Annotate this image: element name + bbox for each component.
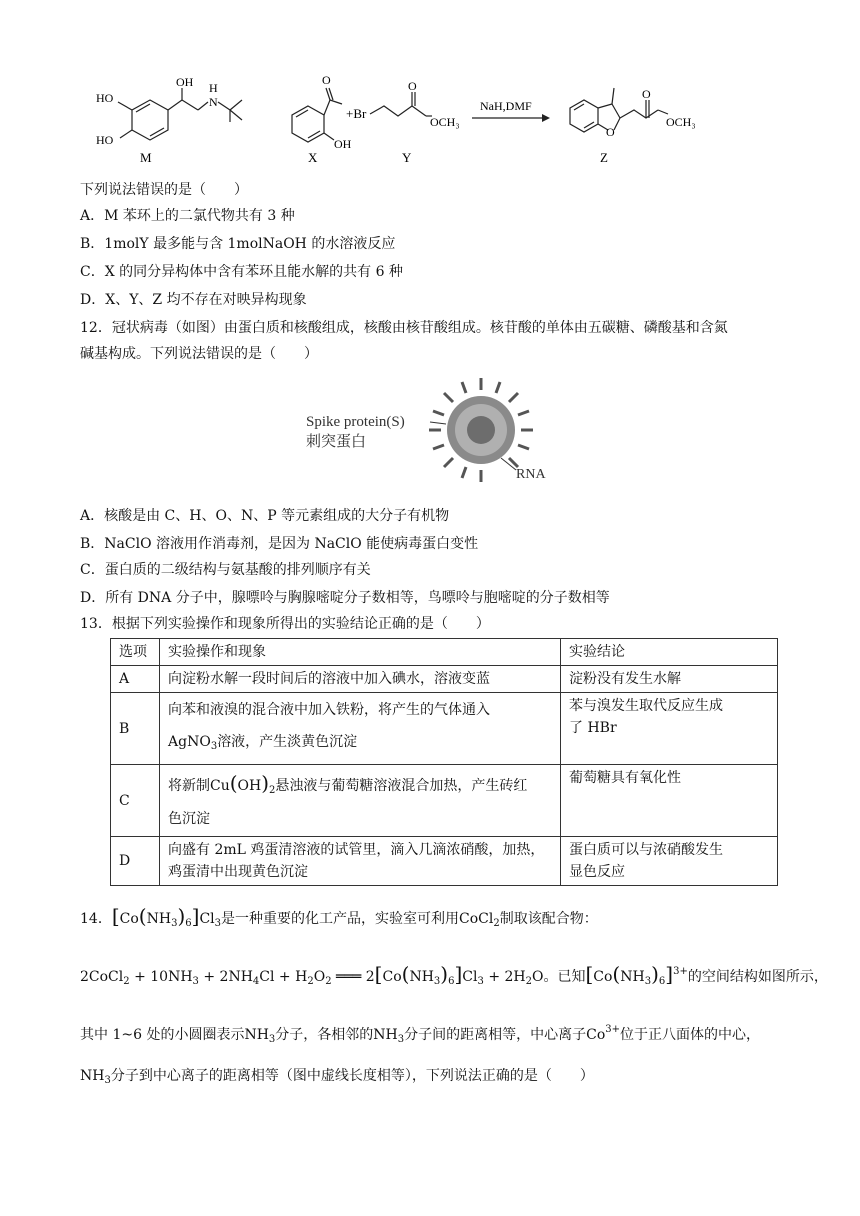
- q11-option-d: D．X、Y、Z 均不存在对映异构现象: [80, 292, 307, 308]
- label-y: Y: [402, 150, 412, 165]
- table-row: [111, 693, 778, 765]
- row-a-operation: 向淀粉水解一段时间后的溶液中加入碘水，溶液变蓝: [160, 666, 561, 693]
- molecule-m: [118, 88, 242, 140]
- q12-option-a: A．核酸是由 C、H、O、N、P 等元素组成的大分子有机物: [80, 508, 450, 524]
- q11-option-a: A．M 苯环上的二氯代物共有 3 种: [80, 208, 295, 224]
- row-c-operation: [160, 765, 561, 837]
- table-row: [111, 666, 778, 693]
- experiment-table: [110, 638, 778, 886]
- row-d-option: D: [111, 837, 160, 886]
- row-b-operation: [160, 693, 561, 765]
- reaction-figure: [80, 70, 720, 170]
- row-c-option: C: [111, 765, 160, 837]
- molecule-x: [292, 88, 342, 142]
- table-row: [111, 765, 778, 837]
- label-z: Z: [600, 150, 608, 165]
- q11-option-b: B．1molY 最多能与含 1molNaOH 的水溶液反应: [80, 236, 396, 252]
- m-oh: OH: [176, 75, 194, 89]
- row-d-operation: 向盛有 2mL 鸡蛋清溶液的试管里，滴入几滴浓硝酸，加热， 鸡蛋清中出现黄色沉淀: [160, 837, 561, 886]
- header-conclusion: 实验结论: [561, 639, 778, 666]
- row-c-conclusion: 葡萄糖具有氧化性: [561, 765, 778, 837]
- row-c-op-line2: 色沉淀: [168, 810, 210, 827]
- row-b-op-line2: AgNO$_3$溶液，产生淡黄色沉淀: [168, 734, 358, 752]
- header-operation: 实验操作和现象: [160, 639, 561, 666]
- q12-option-b: B．NaClO 溶液用作消毒剂，是因为 NaClO 能使病毒蛋白变性: [80, 536, 479, 552]
- q12-stem-line2: 碱基构成。下列说法错误的是（ ）: [80, 346, 318, 362]
- m-ho2: HO: [96, 133, 114, 147]
- x-o: O: [322, 73, 331, 87]
- virus-figure: [296, 374, 566, 484]
- q12-option-c: C．蛋白质的二级结构与氨基酸的排列顺序有关: [80, 562, 371, 578]
- q11-option-c: C．X 的同分异构体中含有苯环且能水解的共有 6 种: [80, 264, 403, 280]
- m-ho1: HO: [96, 91, 114, 105]
- header-option: 选项: [111, 639, 160, 666]
- molecule-y: [370, 92, 432, 116]
- z-oring: O: [606, 125, 615, 139]
- row-b-conclusion: 苯与溴发生取代反应生成 了 HBr: [561, 693, 778, 765]
- q14-line1: 14．$[Co(NH_3)_6]Cl_3$是一种重要的化工产品，实验室可利用CoCl$_2$制取该配合物：: [80, 904, 598, 929]
- table-row: [111, 837, 778, 886]
- y-plusbr: +Br: [346, 106, 367, 121]
- row-d-conclusion: 蛋白质可以与浓硝酸发生 显色反应: [561, 837, 778, 886]
- z-o: O: [642, 87, 651, 101]
- q14-line4: $NH_3$分子到中心离子的距离相等（图中虚线长度相等），下列说法正确的是（ ）: [80, 1068, 594, 1086]
- y-o: O: [408, 79, 417, 93]
- molecule-z: [570, 88, 668, 132]
- row-b-option: B: [111, 693, 160, 765]
- row-a-conclusion: 淀粉没有发生水解: [561, 666, 778, 693]
- row-b-op-line1: 向苯和液溴的混合液中加入铁粉，将产生的气体通入: [168, 702, 490, 718]
- table-header-row: [111, 639, 778, 666]
- x-oh: OH: [334, 137, 352, 151]
- q12-stem-line1: 12．冠状病毒（如图）由蛋白质和核酸组成，核酸由核苷酸组成。核苷酸的单体由五碳糖、磷酸基和含氮: [80, 320, 728, 336]
- m-h: H: [209, 81, 218, 95]
- row-c-op-line1: 将新制$Cu(OH)_2$悬浊液与葡萄糖溶液混合加热，产生砖红: [168, 770, 528, 796]
- q12-option-d: D．所有 DNA 分子中，腺嘌呤与胸腺嘧啶分子数相等，鸟嘌呤与胞嘧啶的分子数相等: [80, 590, 610, 606]
- q13-stem: 13．根据下列实验操作和现象所得出的实验结论正确的是（ ）: [80, 616, 490, 632]
- rna-label: RNA: [516, 467, 546, 482]
- reagent-label: NaH,DMF: [480, 99, 532, 113]
- q14-line3: 其中 1~6 处的小圆圈表示$NH_3$分子，各相邻的$NH_3$分子间的距离相等，中心离子$Co^{3+}$位于正八面体的中心，: [80, 1024, 761, 1045]
- spike-label-cn: 刺突蛋白: [306, 434, 367, 450]
- m-n: N: [209, 95, 218, 109]
- y-och3: OCH₃: [430, 115, 460, 129]
- spike-label-en: Spike protein(S): [306, 414, 405, 430]
- q11-stem: 下列说法错误的是（ ）: [80, 182, 248, 198]
- row-a-option: A: [111, 666, 160, 693]
- label-x: X: [308, 150, 318, 165]
- z-och3: OCH₃: [666, 115, 696, 129]
- q14-line2: 2CoCl$_2$ + $10NH_3 + 2NH_4Cl + H_2O_2$ ═══ $2[Co(NH_3)_6]Cl_3 + 2H_2O$。已知$[Co(NH_3)_6]^{3+}$的空间结构如图所示，: [80, 962, 828, 987]
- label-m: M: [140, 150, 152, 165]
